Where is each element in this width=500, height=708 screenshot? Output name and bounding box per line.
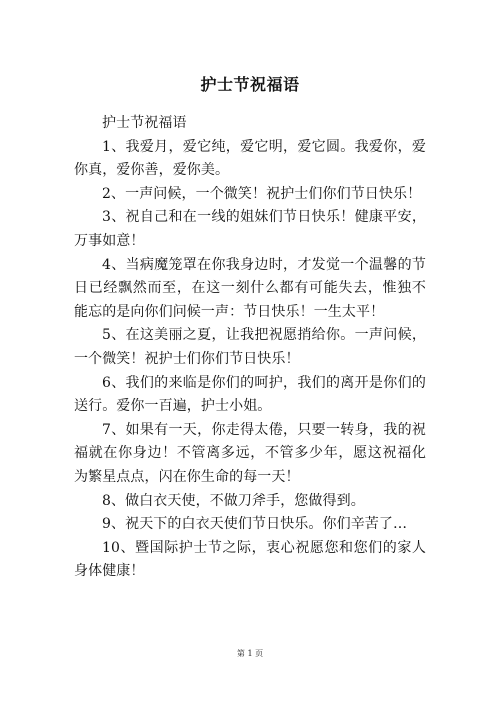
paragraph-9: 9、祝天下的白衣天使们节日快乐。你们辛苦了… [102, 516, 408, 533]
paragraph-4: 4、当病魔笼罩在你我身边时，才发觉一个温馨的节日已经飘然而至，在这一刻什么都有可能失去，惟独不能忘的是向你们问候一声：节日快乐！一生太平！ [74, 256, 426, 320]
document-body [74, 112, 426, 584]
paragraph-7: 7、如果有一天，你走得太倦，只要一转身，我的祝福就在你身边！不管离多远，不管多少年，愿这祝福化为繁星点点，闪在你生命的每一天！ [74, 421, 426, 485]
paragraph-6: 6、我们的来临是你们的呵护，我们的离开是你们的送行。爱你一百遍，护士小姐。 [74, 374, 426, 415]
paragraph-1: 1、我爱月，爱它纯，爱它明，爱它圆。我爱你，爱你真，爱你善，爱你美。 [74, 138, 426, 179]
document-title: 护士节祝福语 [200, 75, 300, 94]
document-subtitle: 护士节祝福语 [102, 115, 187, 131]
paragraph-10: 10、暨国际护士节之际，衷心祝愿您和您们的家人身体健康！ [74, 539, 426, 580]
paragraph-8: 8、做白衣天使，不做刀斧手，您做得到。 [102, 492, 365, 509]
page-number: 第 1 页 [236, 649, 264, 658]
paragraph-3: 3、祝自己和在一线的姐妹们节日快乐！健康平安，万事如意！ [74, 209, 426, 249]
paragraph-2: 2、一声问候，一个微笑！祝护士们你们节日快乐！ [102, 185, 422, 202]
paragraph-5: 5、在这美丽之夏，让我把祝愿捎给你。一声问候，一个微笑！祝护士们你们节日快乐！ [74, 327, 426, 367]
